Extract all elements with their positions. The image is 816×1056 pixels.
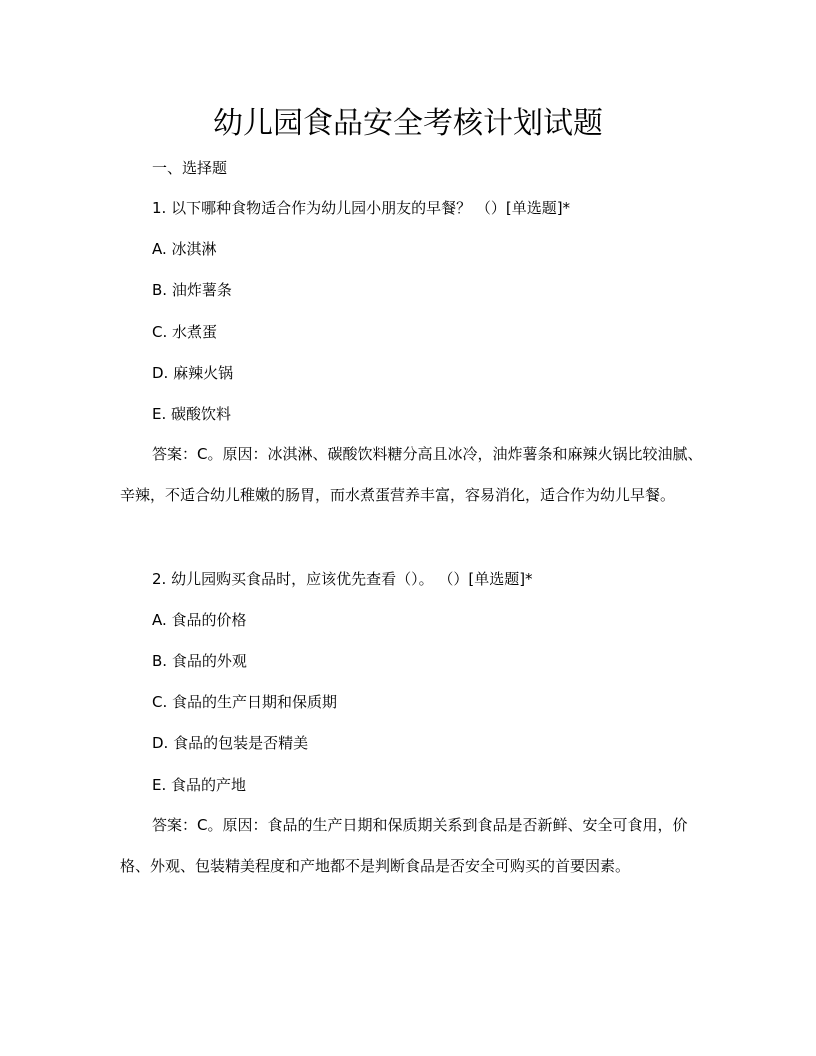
question-2-option-a: A. 食品的价格 — [152, 611, 247, 629]
question-2-option-d: D. 食品的包装是否精美 — [152, 734, 309, 752]
question-1-option-a: A. 冰淇淋 — [152, 240, 217, 258]
question-1-answer: 答案：C。原因：冰淇淋、碳酸饮料糖分高且冰冷，油炸薯条和麻辣火锅比较油腻、辛辣，不适合幼儿稚嫩的肠胃，而水煮蛋营养丰富，容易消化，适合作为幼儿早餐。 — [120, 445, 703, 504]
section-heading: 一、选择题 — [152, 159, 228, 177]
question-1-option-c: C. 水煮蛋 — [152, 323, 218, 341]
question-2-option-c: C. 食品的生产日期和保质期 — [152, 693, 338, 711]
question-1-option-e: E. 碳酸饮料 — [152, 405, 232, 423]
question-2-option-b: B. 食品的外观 — [152, 652, 247, 670]
question-1-option-b: B. 油炸薯条 — [152, 281, 232, 299]
question-2-answer: 答案：C。原因：食品的生产日期和保质期关系到食品是否新鲜、安全可食用，价格、外观、包装精美程度和产地都不是判断食品是否安全可购买的首要因素。 — [120, 816, 688, 875]
question-2-stem: 2. 幼儿园购买食品时，应该优先查看（）。 （）[单选题]* — [152, 570, 533, 588]
question-2-option-e: E. 食品的产地 — [152, 776, 247, 794]
document-title: 幼儿园食品安全考核计划试题 — [213, 106, 603, 141]
question-1-option-d: D. 麻辣火锅 — [152, 364, 234, 382]
question-1-stem: 1. 以下哪种食物适合作为幼儿园小朋友的早餐？ （）[单选题]* — [152, 199, 571, 217]
